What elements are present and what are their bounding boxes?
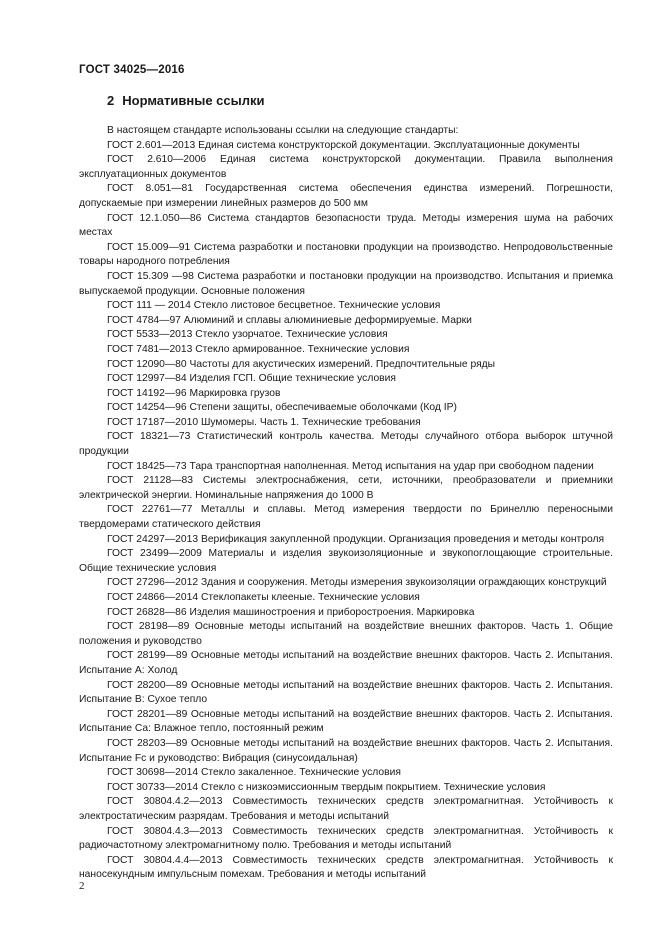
document-header: ГОСТ 34025—2016 [79,64,185,76]
reference-entry: ГОСТ 28198—89 Основные методы испытаний на воздействие внешних факторов. Часть 1. Общие положения и руководство [79,621,613,647]
intro-paragraph: В настоящем стандарте использованы ссылки на следующие стандарты: [107,125,459,136]
reference-entry: ГОСТ 26828—86 Изделия машиностроения и приборостроения. Маркировка [107,606,475,618]
reference-entry: ГОСТ 14254—96 Степени защиты, обеспечиваемые оболочками (Код IP) [107,402,457,414]
reference-entry: ГОСТ 5533—2013 Стекло узорчатое. Технические условия [107,329,388,341]
reference-entry: ГОСТ 12.1.050—86 Система стандартов безопасности труда. Методы измерения шума на рабочих местах [79,212,613,239]
reference-entry: ГОСТ 30804.4.2—2013 Совместимость технических средств электромагнитная. Устойчивость к электростатическим разрядам. Требования и методы испытаний [79,796,613,822]
reference-entry: ГОСТ 2.610—2006 Единая система конструкторской документации. Правила выполнения эксплуатационных документов [79,154,613,180]
reference-entry: ГОСТ 12090—80 Частоты для акустических измерений. Предпочтительные ряды [107,358,496,370]
reference-entry: ГОСТ 12997—84 Изделия ГСП. Общие технические условия [107,373,396,385]
reference-entry: ГОСТ 14192—96 Маркировка грузов [107,387,281,399]
reference-entry: ГОСТ 24866—2014 Стеклопакеты клееные. Технические условия [107,592,420,603]
reference-entry: ГОСТ 30804.4.3—2013 Совместимость технических средств электромагнитная. Устойчивость к радиочастотному электромагнитному полю. Требования и методы испытаний [79,825,613,852]
page-number: 2 [79,880,85,892]
section-title: Нормативные ссылки [122,93,265,108]
reference-entry: ГОСТ 15.009—91 Система разработки и постановки продукции на производство. Непродовольственные товары народного потребления [79,241,613,268]
reference-entry: ГОСТ 15.309 —98 Система разработки и постановки продукции на производство. Испытания и приемка выпускаемой продукции. Основные положения [79,270,613,297]
reference-entry: ГОСТ 23499—2009 Материалы и изделия звукоизоляционные и звукопоглощающие строительные. Общие технические условия [79,548,613,574]
reference-entry: ГОСТ 4784—97 Алюминий и сплавы алюминиевые деформируемые. Марки [107,314,472,326]
reference-entry: ГОСТ 30733—2014 Стекло с низкоэмиссионным твердым покрытием. Технические условия [107,781,546,793]
reference-entry: ГОСТ 24297—2013 Верификация закупленной продукции. Организация проведения и методы контроля [107,533,605,545]
reference-entry: ГОСТ 21128—83 Системы электроснабжения, сети, источники, преобразователи и приемники электрической энергии. Номинальные напряжения до 1000 В [79,475,613,501]
reference-entry: ГОСТ 17187—2010 Шумомеры. Часть 1. Технические требования [107,416,421,428]
reference-entry: ГОСТ 18425—73 Тара транспортная наполненная. Метод испытания на удар при свободном падении [107,460,594,472]
reference-entry: ГОСТ 2.601—2013 Единая система конструкторской документации. Эксплуатационные документы [107,139,580,151]
reference-entry: ГОСТ 27296—2012 Здания и сооружения. Методы измерения звукоизоляции ограждающих конструкций [107,577,607,589]
reference-entry: ГОСТ 30804.4.4—2013 Совместимость технических средств электромагнитная. Устойчивость к наносекундным импульсным помехам. Требования и методы испытаний [79,854,613,881]
references-list [79,124,613,883]
reference-entry: ГОСТ 28199—89 Основные методы испытаний на воздействие внешних факторов. Часть 2. Испытания. Испытание А: Холод [79,650,613,676]
reference-entry: ГОСТ 28200—89 Основные методы испытаний на воздействие внешних факторов. Часть 2. Испытания. Испытание В: Сухое тепло [79,679,613,706]
reference-entry: ГОСТ 28203—89 Основные методы испытаний на воздействие внешних факторов. Часть 2. Испытания. Испытание Fc и руководство: Вибрация (синусоидальная) [79,737,613,764]
section-heading [107,93,264,108]
section-number: 2 [107,93,115,108]
reference-entry: ГОСТ 22761—77 Металлы и сплавы. Метод измерения твердости по Бринеллю переносными твердомерами статического действия [79,504,613,531]
reference-entry: ГОСТ 28201—89 Основные методы испытаний на воздействие внешних факторов. Часть 2. Испытания. Испытание Са: Влажное тепло, постоянный режим [79,708,613,735]
reference-entry: ГОСТ 7481—2013 Стекло армированное. Технические условия [107,343,410,355]
reference-entry: ГОСТ 111 — 2014 Стекло листовое бесцветное. Технические условия [107,300,441,312]
reference-entry: ГОСТ 30698—2014 Стекло закаленное. Технические условия [107,767,401,779]
reference-entry: ГОСТ 18321—73 Статистический контроль качества. Методы случайного отбора выборок штучной продукции [79,431,613,458]
reference-entry: ГОСТ 8.051—81 Государственная система обеспечения единства измерений. Погрешности, допускаемые при измерении линейных размеров до 500 мм [79,183,613,209]
